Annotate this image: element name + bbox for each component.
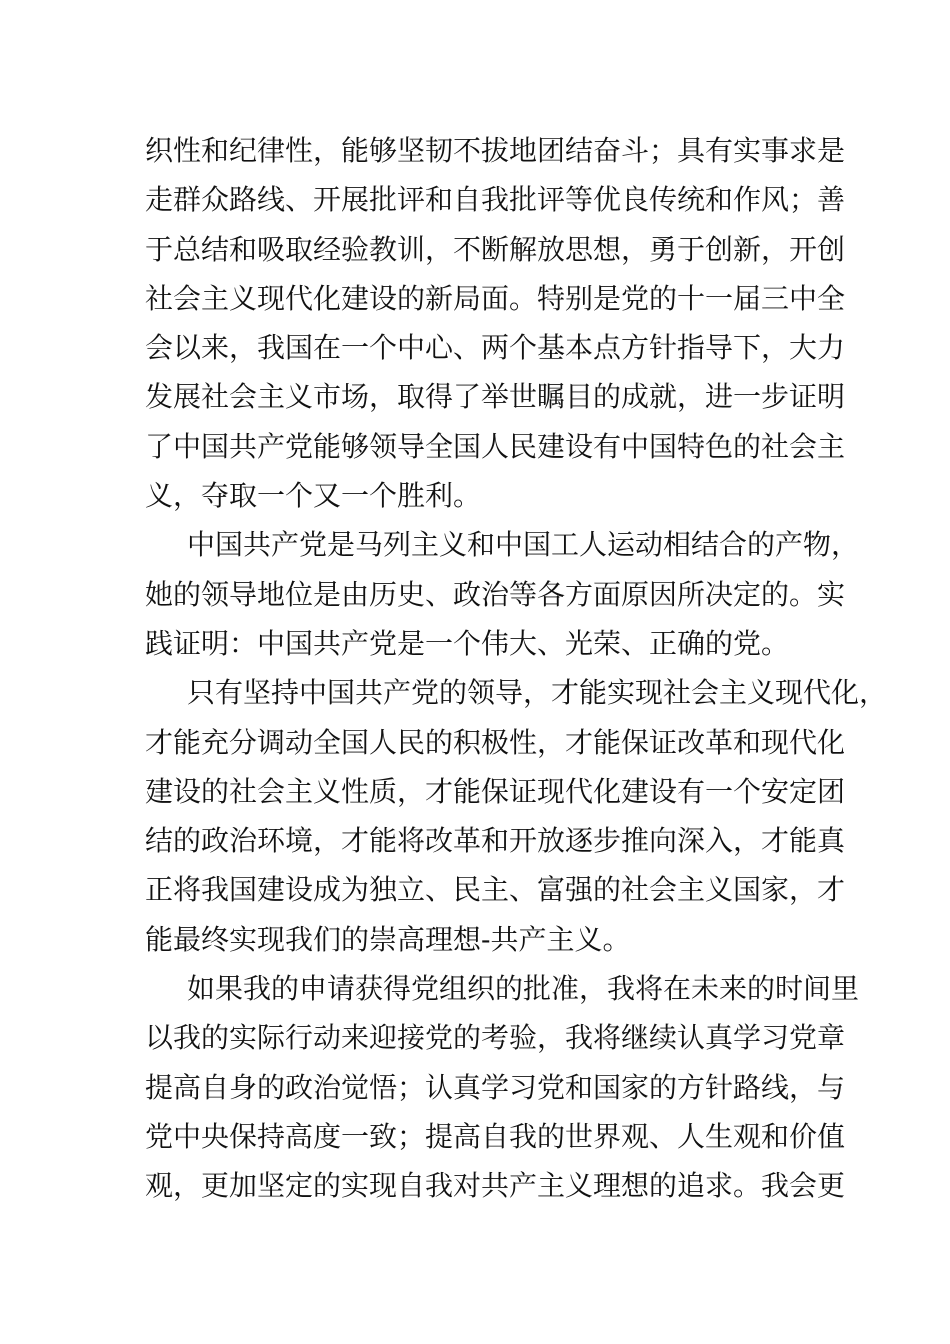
text-line: 发展社会主义市场，取得了举世瞩目的成就，进一步证明 — [145, 380, 846, 414]
text-line: 提高自身的政治觉悟；认真学习党和国家的方针路线，与 — [145, 1070, 846, 1104]
text-line: 结的政治环境，才能将改革和开放逐步推向深入，才能真 — [145, 824, 846, 858]
text-line: 才能充分调动全国人民的积极性，才能保证改革和现代化 — [145, 725, 846, 759]
text-line: 了中国共产党能够领导全国人民建设有中国特色的社会主 — [145, 429, 846, 463]
text-line: 正将我国建设成为独立、民主、富强的社会主义国家，才 — [145, 873, 846, 907]
text-line: 能最终实现我们的崇高理想-共产主义。 — [145, 922, 631, 956]
text-line: 践证明：中国共产党是一个伟大、光荣、正确的党。 — [145, 626, 790, 660]
paragraph-first-line: 如果我的申请获得党组织的批准，我将在未来的时间里 — [187, 972, 860, 1006]
body-text — [145, 126, 888, 1211]
text-line: 党中央保持高度一致；提高自我的世界观、人生观和价值 — [145, 1119, 846, 1153]
text-line: 以我的实际行动来迎接党的考验，我将继续认真学习党章 — [145, 1021, 846, 1055]
text-line: 会以来，我国在一个中心、两个基本点方针指导下，大力 — [145, 331, 846, 365]
text-line: 观，更加坚定的实现自我对共产主义理想的追求。我会更 — [145, 1169, 846, 1203]
text-line: 她的领导地位是由历史、政治等各方面原因所决定的。实 — [145, 577, 846, 611]
text-line: 义，夺取一个又一个胜利。 — [145, 479, 482, 513]
text-line: 社会主义现代化建设的新局面。特别是党的十一届三中全 — [145, 281, 846, 315]
paragraph-first-line: 只有坚持中国共产党的领导，才能实现社会主义现代化， — [187, 676, 888, 710]
text-line: 织性和纪律性，能够坚韧不拔地团结奋斗；具有实事求是 — [145, 134, 846, 167]
text-line: 建设的社会主义性质，才能保证现代化建设有一个安定团 — [145, 774, 846, 808]
text-line: 走群众路线、开展批评和自我批评等优良传统和作风；善 — [145, 183, 846, 217]
paragraph-first-line: 中国共产党是马列主义和中国工人运动相结合的产物， — [187, 528, 860, 562]
text-line: 于总结和吸取经验教训，不断解放思想，勇于创新，开创 — [145, 232, 846, 266]
